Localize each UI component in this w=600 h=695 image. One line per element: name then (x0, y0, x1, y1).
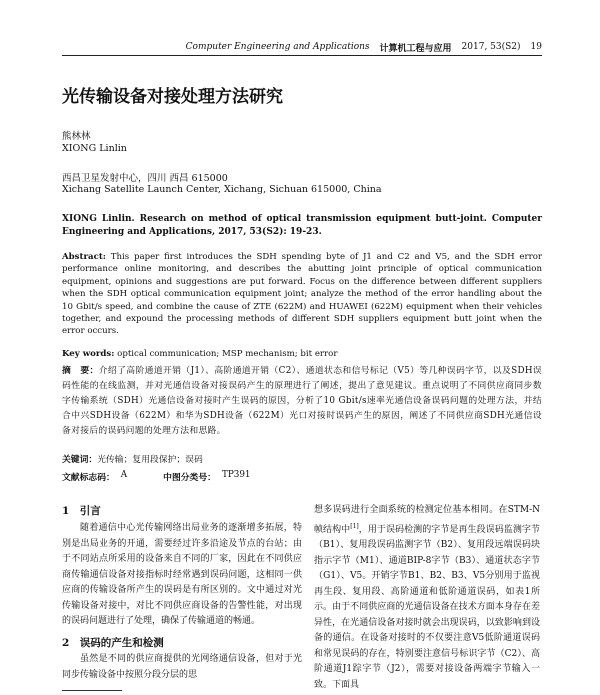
keywords-en-label: Key words: (62, 349, 115, 359)
doc-code-value: A (120, 470, 128, 480)
page-number: 19 (530, 42, 542, 52)
doc-code-label: 文献标志码： (62, 473, 115, 483)
keywords-cn-label: 关键词： (62, 455, 98, 465)
classification-line (62, 470, 251, 483)
reference-marker: [1] (350, 522, 359, 530)
section-1-paragraph: 随着通信中心光传输网络出局业务的逐渐增多拓展，特别是出局业务的开通，需要经过许多沿途及节点的台站；由于不同站点所采用的设备来自不同的厂家，因此在不同供应商传输通信设备对接指标时经常遇到误码问题，这相同一供应商的传输设备所产生的误码是有所区别的。文中通过对光传输设备对接中，对比不同供应商设备的告警性能，对出现的误码问题进行了处理，确保了传输通道的畅通。 (62, 523, 302, 626)
right-para-start: 想多误码进行全面系统的检测定位基本相同。在STM-N 帧结构中 (314, 505, 540, 535)
citation: XIONG Linlin. Research on method of optical transmission equipment butt-joint. Computer Engineering and Applications, 2017, 53(S2): 19-23. (62, 214, 542, 237)
keywords-en (62, 349, 542, 359)
volume-info: 2017, 53(S2) (461, 42, 521, 52)
abstract-en-text: This paper first introduces the SDH spending byte of J1 and C2 and V5, and the SDH error performance online monitoring, and describes the abutting joint principle of optical communication equipment, opinions and suggestions are put forward. Focus on the difference between different suppliers when the SDH optical communication equipment joint; analyze the method of the error handling about the 10 Gbit/s speed, and combine the cause of ZTE (622M) and HUAWEI (622M) equipment when their vehicles together, and expound the processing methods of different SDH suppliers equipment butt joint when the error occurs. (62, 252, 542, 337)
right-para-rest: ，用于误码检测的字节是再生段误码监测字节（B1）、复用段误码监测字节（B2）、复用段远端误码块指示字节（M1）、通道BIP-8字节（B3）、通道状态字节（G1）、V5。开销字节B1、B2、B3、V5分别用于监视再生段、复用段、高阶通道和低阶通道误码，如表1所示。由于不同供应商的光通信设备在技术方面本身存在差异性，在光通信设备对接时就会出现误码，以致影响到设备的通信。在设备对接时的不仅要注意V5低阶通道误码和常见误码的存在，特别要注意信号标识字节（C2）、高阶通道J1踪字节（J2），需要对接设备两端字节输入一致。下面具 (314, 524, 540, 690)
keywords-en-text: optical communication; MSP mechanism; bit error (117, 349, 338, 359)
clc-label: 中图分类号： (163, 473, 216, 483)
right-column-paragraph (314, 503, 540, 693)
author-name-cn: 熊林林 (62, 131, 91, 142)
abstract-en (62, 251, 542, 338)
keywords-cn-text: 光传输；复用段保护；误码 (97, 455, 203, 465)
affiliation-en: Xichang Satellite Launch Center, Xichang, Sichuan 615000, China (62, 184, 382, 195)
author-name-en: XIONG Linlin (62, 143, 127, 154)
keywords-cn (62, 452, 203, 465)
abstract-cn (62, 364, 542, 439)
footnote-rule (62, 690, 122, 691)
section-2-paragraph: 虽然是不同的供应商提供的光网络通信设备，但对于光同步传输设备中按照分段分层的思 (62, 654, 302, 680)
header-rule (62, 55, 542, 56)
section-1-heading: 1 引言 (62, 505, 101, 517)
section-2-heading: 2 误码的产生和检测 (62, 637, 164, 649)
journal-name-en: Computer Engineering and Applications (185, 42, 370, 52)
journal-name-cn: 计算机工程与应用 (379, 43, 452, 54)
affiliation-cn: 西昌卫星发射中心，四川 西昌 615000 (62, 173, 228, 184)
abstract-cn-label: 摘 要： (62, 366, 99, 376)
paper-title: 光传输设备对接处理方法研究 (62, 87, 283, 107)
abstract-en-label: Abstract: (62, 252, 106, 262)
abstract-cn-text: 介绍了高阶通道开销（J1）、高阶通道开销（C2）、通道状态和信号标记（V5）等几种误码字节，以及SDH误码性能的在线监测，并对光通信设备对接误码产生的原理进行了阐述，提出了意见建议。重点说明了不同供应商同步数字传输系统（SDH）光通信设备对接时产生误码的原因，分析了10 Gbit/s速率光通信设备误码问题的处理方法，并结合中兴SDH设备（622M）和华为SDH设备（622M）光口对接时误码产生的原因，阐述了不同供应商SDH光通信设备对接后的误码问题的处理方法和思路。 (62, 366, 542, 436)
clc-value: TP391 (221, 470, 251, 480)
running-header (160, 40, 542, 54)
